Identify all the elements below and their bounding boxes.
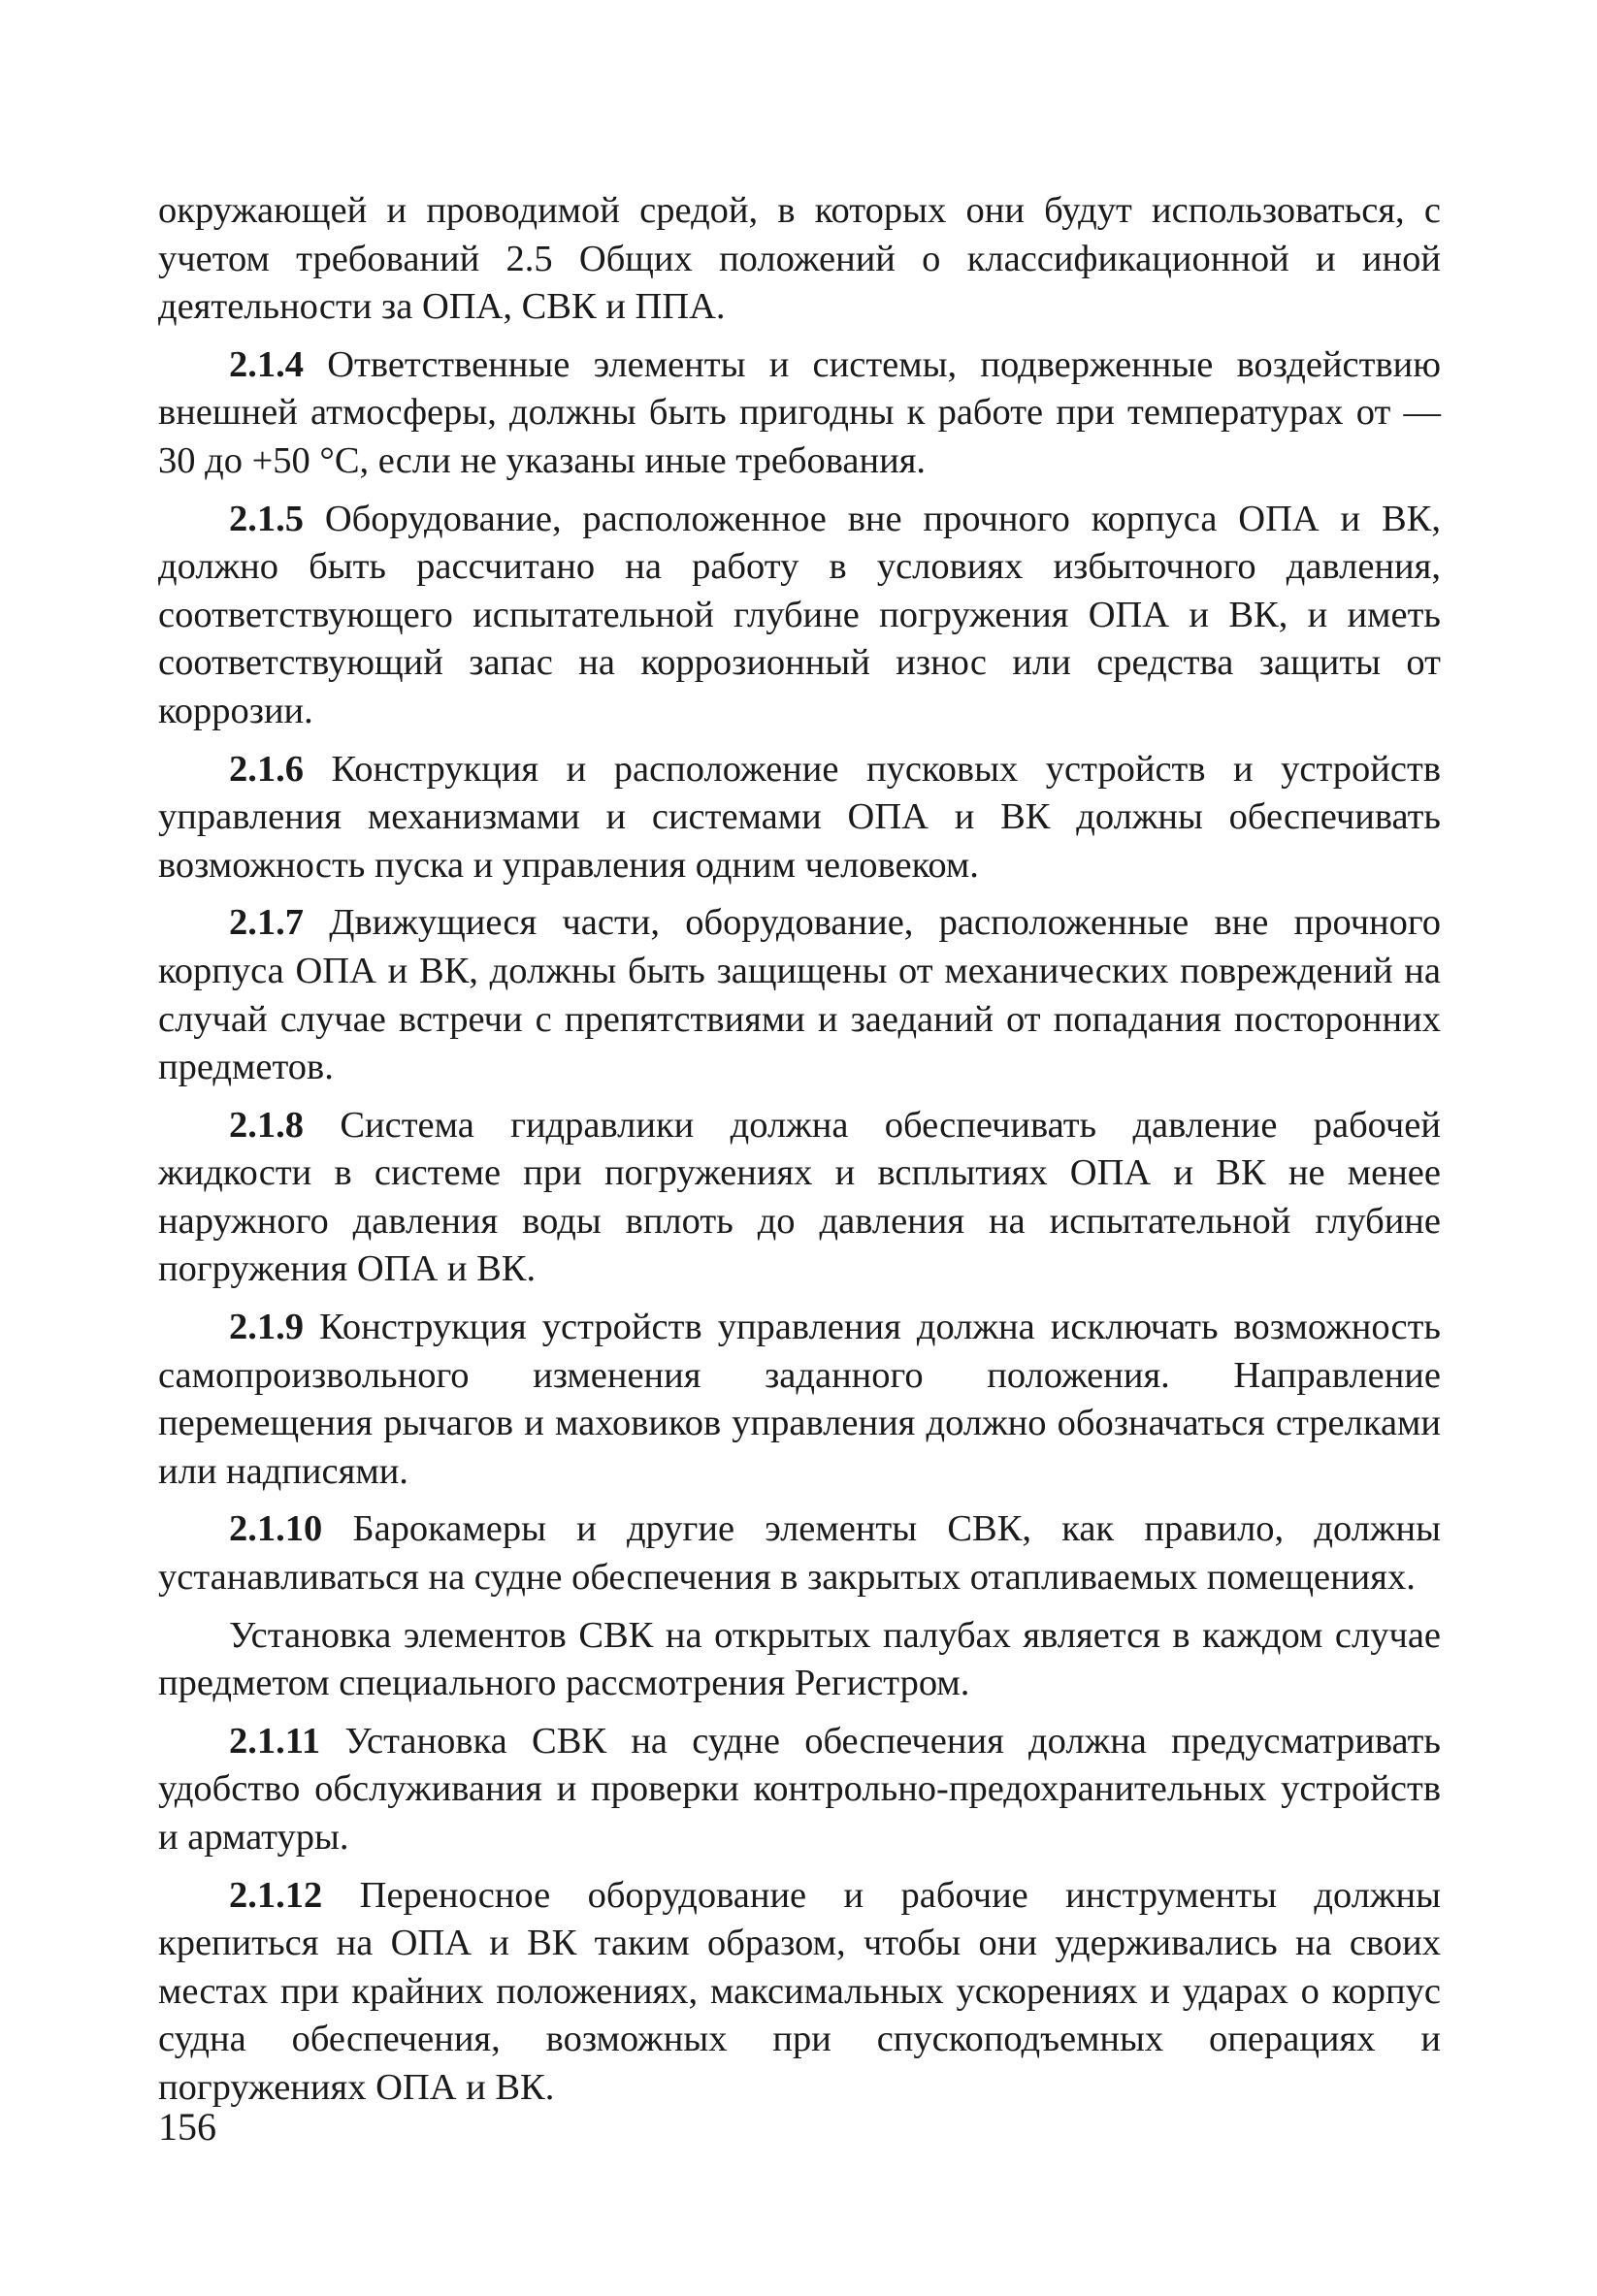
paragraph-2-1-9: [158, 1304, 1441, 1496]
paragraph-text: окружающей и проводимой средой, в которых они будут использоваться, с учетом требований 2.5 Общих положений о классификационной и иной деятельности за ОПА, СВК и ППА.: [158, 190, 1441, 328]
paragraph-text: Конструкция и расположение пусковых устройств и устройств управления механизмами и системами ОПА и ВК должны обеспечивать возможность пуска и управления одним человеком.: [158, 748, 1441, 886]
clause-number: 2.1.6: [229, 748, 304, 790]
paragraph-2-1-12: [158, 1872, 1441, 2113]
paragraph-continuation: [158, 187, 1441, 332]
paragraph-text: Система гидравлики должна обеспечивать давление рабочей жидкости в системе при погружениях и всплытиях ОПА и ВК не менее наружного давления воды вплоть до давления на испытательной глубине погружения ОПА и ВК.: [158, 1104, 1441, 1290]
body-text: [158, 187, 1441, 2122]
paragraph-2-1-7: [158, 899, 1441, 1091]
clause-number: 2.1.8: [229, 1104, 304, 1146]
paragraph-text: Установка элементов СВК на открытых палубах является в каждом случае предметом специального рассмотрения Регистром.: [158, 1614, 1441, 1704]
paragraph-text: Ответственные элементы и системы, подверженные воздействию внешней атмосферы, должны быть пригодны к работе при температурах от — 30 до +50 °С, если не указаны иные требования.: [158, 343, 1441, 481]
paragraph-2-1-4: [158, 341, 1441, 486]
paragraph-2-1-8: [158, 1102, 1441, 1294]
clause-number: 2.1.12: [229, 1874, 323, 1916]
clause-number: 2.1.10: [229, 1508, 323, 1550]
clause-number: 2.1.4: [229, 343, 304, 385]
paragraph-2-1-11: [158, 1718, 1441, 1862]
paragraph-2-1-6: [158, 746, 1441, 890]
paragraph-text: Оборудование, расположенное вне прочного корпуса ОПА и ВК, должно быть рассчитано на работу в условиях избыточного давления, соответствующего испытательной глубине погружения ОПА и ВК, и иметь соответствующий запас на коррозионный износ или средства защиты от коррозии.: [158, 498, 1441, 731]
paragraph-text: Барокамеры и другие элементы СВК, как правило, должны устанавливаться на судне обеспечения в закрытых отапливаемых помещениях.: [158, 1508, 1441, 1599]
page-number: 156: [158, 2105, 216, 2149]
clause-number: 2.1.7: [229, 902, 304, 944]
paragraph-text: Движущиеся части, оборудование, расположенные вне прочного корпуса ОПА и ВК, должны быть защищены от механических повреждений на случай случае встречи с препятствиями и заеданий от попадания посторонних предметов.: [158, 902, 1441, 1088]
paragraph-text: Установка СВК на судне обеспечения должна предусматривать удобство обслуживания и проверки контрольно-предохранительных устройств и арматуры.: [158, 1720, 1441, 1858]
paragraph-text: Конструкция устройств управления должна исключать возможность самопроизвольного изменения заданного положения. Направление перемещения рычагов и маховиков управления должно обозначаться стрелками или надписями.: [158, 1307, 1441, 1492]
paragraph-2-1-10-note: [158, 1612, 1441, 1708]
clause-number: 2.1.5: [229, 498, 304, 539]
clause-number: 2.1.11: [229, 1720, 321, 1762]
paragraph-2-1-5: [158, 496, 1441, 736]
paragraph-2-1-10: [158, 1505, 1441, 1601]
paragraph-text: Переносное оборудование и рабочие инструменты должны крепиться на ОПА и ВК таким образом, чтобы они удерживались на своих местах при крайних положениях, максимальных ускорениях и ударах о корпус судна обеспечения, возможных при спускоподъемных операциях и погружениях ОПА и ВК.: [158, 1874, 1441, 2108]
clause-number: 2.1.9: [229, 1307, 304, 1348]
